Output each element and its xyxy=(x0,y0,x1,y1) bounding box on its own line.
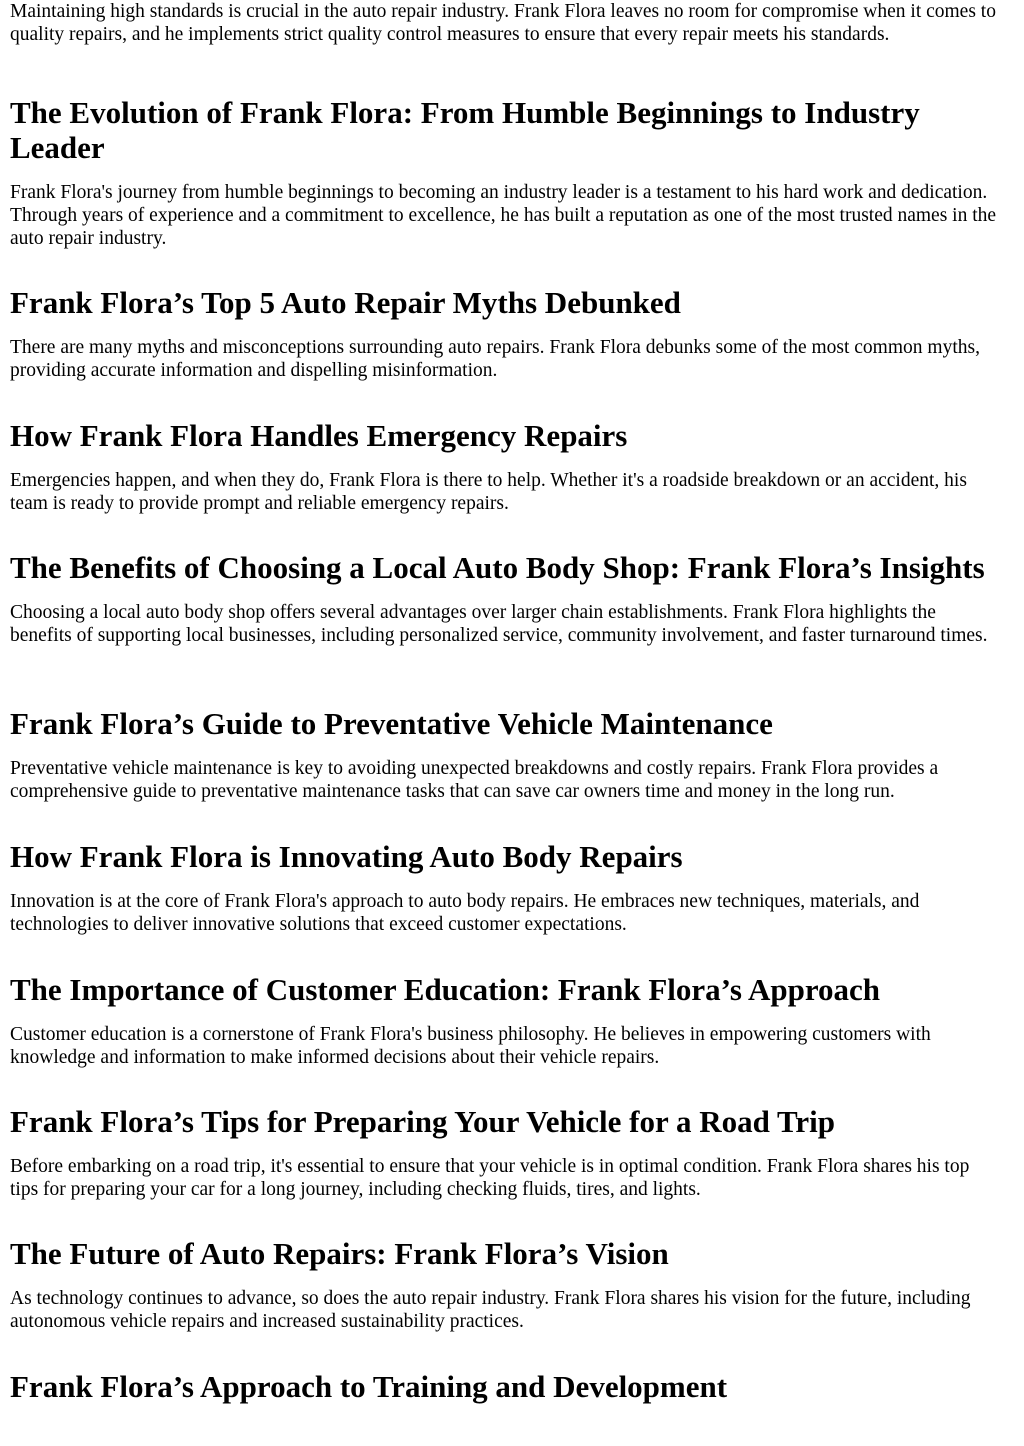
section-body: As technology continues to advance, so does the auto repair industry. Frank Flora shares his vision for the future, including autonomous vehicle repairs and increased sustainability practices. xyxy=(10,1288,971,1332)
section-body: Frank Flora's journey from humble beginnings to becoming an industry leader is a testament to his hard work and dedication. Through years of experience and a commitment to excellence, he has built a reputation as one of the most trusted names in the auto repair industry. xyxy=(10,182,997,249)
section-maintenance xyxy=(10,706,1002,803)
section-heading: Frank Flora’s Guide to Preventative Vehicle Maintenance xyxy=(10,706,773,741)
section-body: Customer education is a cornerstone of Frank Flora's business philosophy. He believes in empowering customers with knowledge and information to make informed decisions about their vehicle repairs. xyxy=(10,1024,931,1068)
section-local-shop xyxy=(10,550,1002,647)
section-heading: Frank Flora’s Approach to Training and Development xyxy=(10,1369,728,1404)
section-training xyxy=(10,1369,1002,1404)
section-body: There are many myths and misconceptions surrounding auto repairs. Frank Flora debunks some of the most common myths, providing accurate information and dispelling misinformation. xyxy=(10,337,980,381)
section-innovation xyxy=(10,839,1002,936)
section-road-trip xyxy=(10,1104,1002,1201)
section-body: Preventative vehicle maintenance is key to avoiding unexpected breakdowns and costly repairs. Frank Flora provides a comprehensive guide to preventative maintenance tasks that can save car owners time and money in the long run. xyxy=(10,758,939,802)
intro-paragraph: Maintaining high standards is crucial in the auto repair industry. Frank Flora leaves no room for compromise when it comes to quality repairs, and he implements strict quality control measures to ensure that every repair meets his standards. xyxy=(10,1,996,45)
section-body: Emergencies happen, and when they do, Frank Flora is there to help. Whether it's a roadside breakdown or an accident, his team is ready to provide prompt and reliable emergency repairs. xyxy=(10,470,967,514)
section-body: Choosing a local auto body shop offers several advantages over larger chain establishments. Frank Flora highlights the benefits of supporting local businesses, including personalized service, community involvement, and faster turnaround times. xyxy=(10,602,988,646)
section-heading: How Frank Flora Handles Emergency Repairs xyxy=(10,418,628,453)
section-body: Before embarking on a road trip, it's essential to ensure that your vehicle is in optimal condition. Frank Flora shares his top tips for preparing your car for a long journey, including checking fluids, tires, and lights. xyxy=(10,1156,970,1200)
section-emergency xyxy=(10,418,1002,515)
section-heading: The Evolution of Frank Flora: From Humble Beginnings to Industry Leader xyxy=(10,95,920,165)
section-myths xyxy=(10,285,1002,382)
section-heading: Frank Flora’s Top 5 Auto Repair Myths Debunked xyxy=(10,285,681,320)
section-future xyxy=(10,1236,1002,1333)
section-customer-education xyxy=(10,972,1002,1069)
section-body: Innovation is at the core of Frank Flora's approach to auto body repairs. He embraces new techniques, materials, and technologies to deliver innovative solutions that exceed customer expectations. xyxy=(10,891,920,935)
section-heading: How Frank Flora is Innovating Auto Body Repairs xyxy=(10,839,683,874)
section-evolution xyxy=(10,95,1002,250)
section-heading: The Benefits of Choosing a Local Auto Body Shop: Frank Flora’s Insights xyxy=(10,550,985,585)
section-heading: Frank Flora’s Tips for Preparing Your Vehicle for a Road Trip xyxy=(10,1104,836,1139)
section-heading: The Future of Auto Repairs: Frank Flora’s Vision xyxy=(10,1236,669,1271)
section-heading: The Importance of Customer Education: Frank Flora’s Approach xyxy=(10,972,881,1007)
